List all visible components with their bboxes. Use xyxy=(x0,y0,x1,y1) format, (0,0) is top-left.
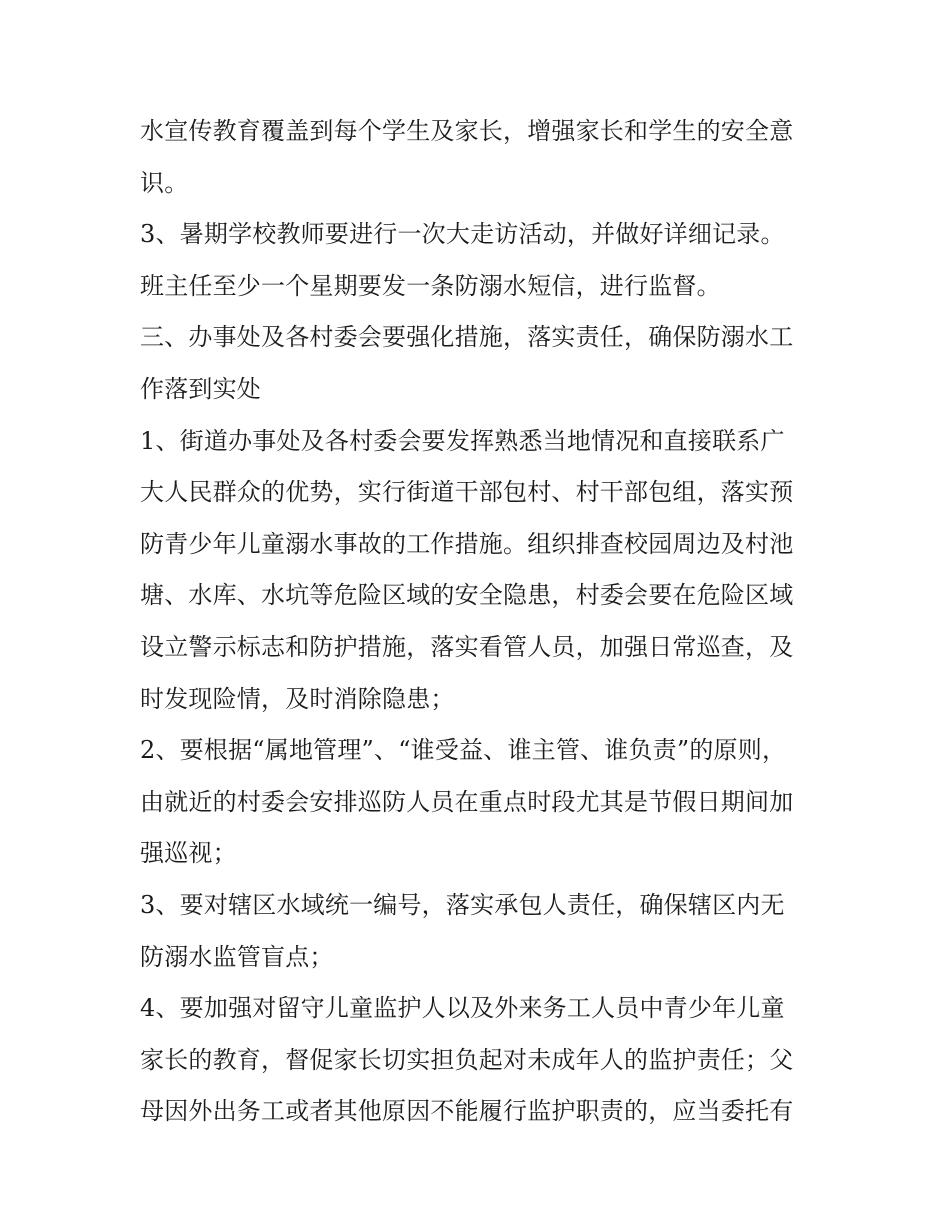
document-body xyxy=(140,106,830,1138)
text-line: 4、要加强对留守儿童监护人以及外来务工人员中青少年儿童 xyxy=(140,994,785,1023)
text-line: 母因外出务工或者其他原因不能履行监护职责的，应当委托有 xyxy=(140,1097,794,1126)
text-line: 班主任至少一个星期要发一条防溺水短信，进行监督。 xyxy=(140,271,721,300)
text-line: 识。 xyxy=(140,168,189,197)
text-line: 三、办事处及各村委会要强化措施，落实责任，确保防溺水工 xyxy=(140,323,794,352)
text-line: 塘、水库、水坑等危险区域的安全隐患，村委会要在危险区域 xyxy=(140,581,794,610)
text-line: 由就近的村委会安排巡防人员在重点时段尤其是节假日期间加 xyxy=(140,787,794,816)
text-line: 强巡视； xyxy=(140,839,237,868)
text-line: 3、要对辖区水域统一编号，落实承包人责任，确保辖区内无 xyxy=(140,890,785,919)
text-line: 2、要根据“属地管理”、“谁受益、谁主管、谁负责”的原则， xyxy=(140,736,787,765)
text-line: 防溺水监管盲点； xyxy=(140,942,334,971)
text-line: 时发现险情，及时消除隐患； xyxy=(140,684,455,713)
text-line: 3、暑期学校教师要进行一次大走访活动，并做好详细记录。 xyxy=(140,220,785,249)
text-line: 家长的教育，督促家长切实担负起对未成年人的监护责任；父 xyxy=(140,1045,794,1074)
text-line: 1、街道办事处及各村委会要发挥熟悉当地情况和直接联系广 xyxy=(140,426,785,455)
text-line: 防青少年儿童溺水事故的工作措施。组织排查校园周边及村池 xyxy=(140,529,794,558)
text-line: 设立警示标志和防护措施，落实看管人员，加强日常巡查，及 xyxy=(140,632,794,661)
text-line: 大人民群众的优势，实行街道干部包村、村干部包组，落实预 xyxy=(140,478,794,507)
text-line: 作落到实处 xyxy=(140,374,261,403)
text-line: 水宣传教育覆盖到每个学生及家长，增强家长和学生的安全意 xyxy=(140,117,794,145)
